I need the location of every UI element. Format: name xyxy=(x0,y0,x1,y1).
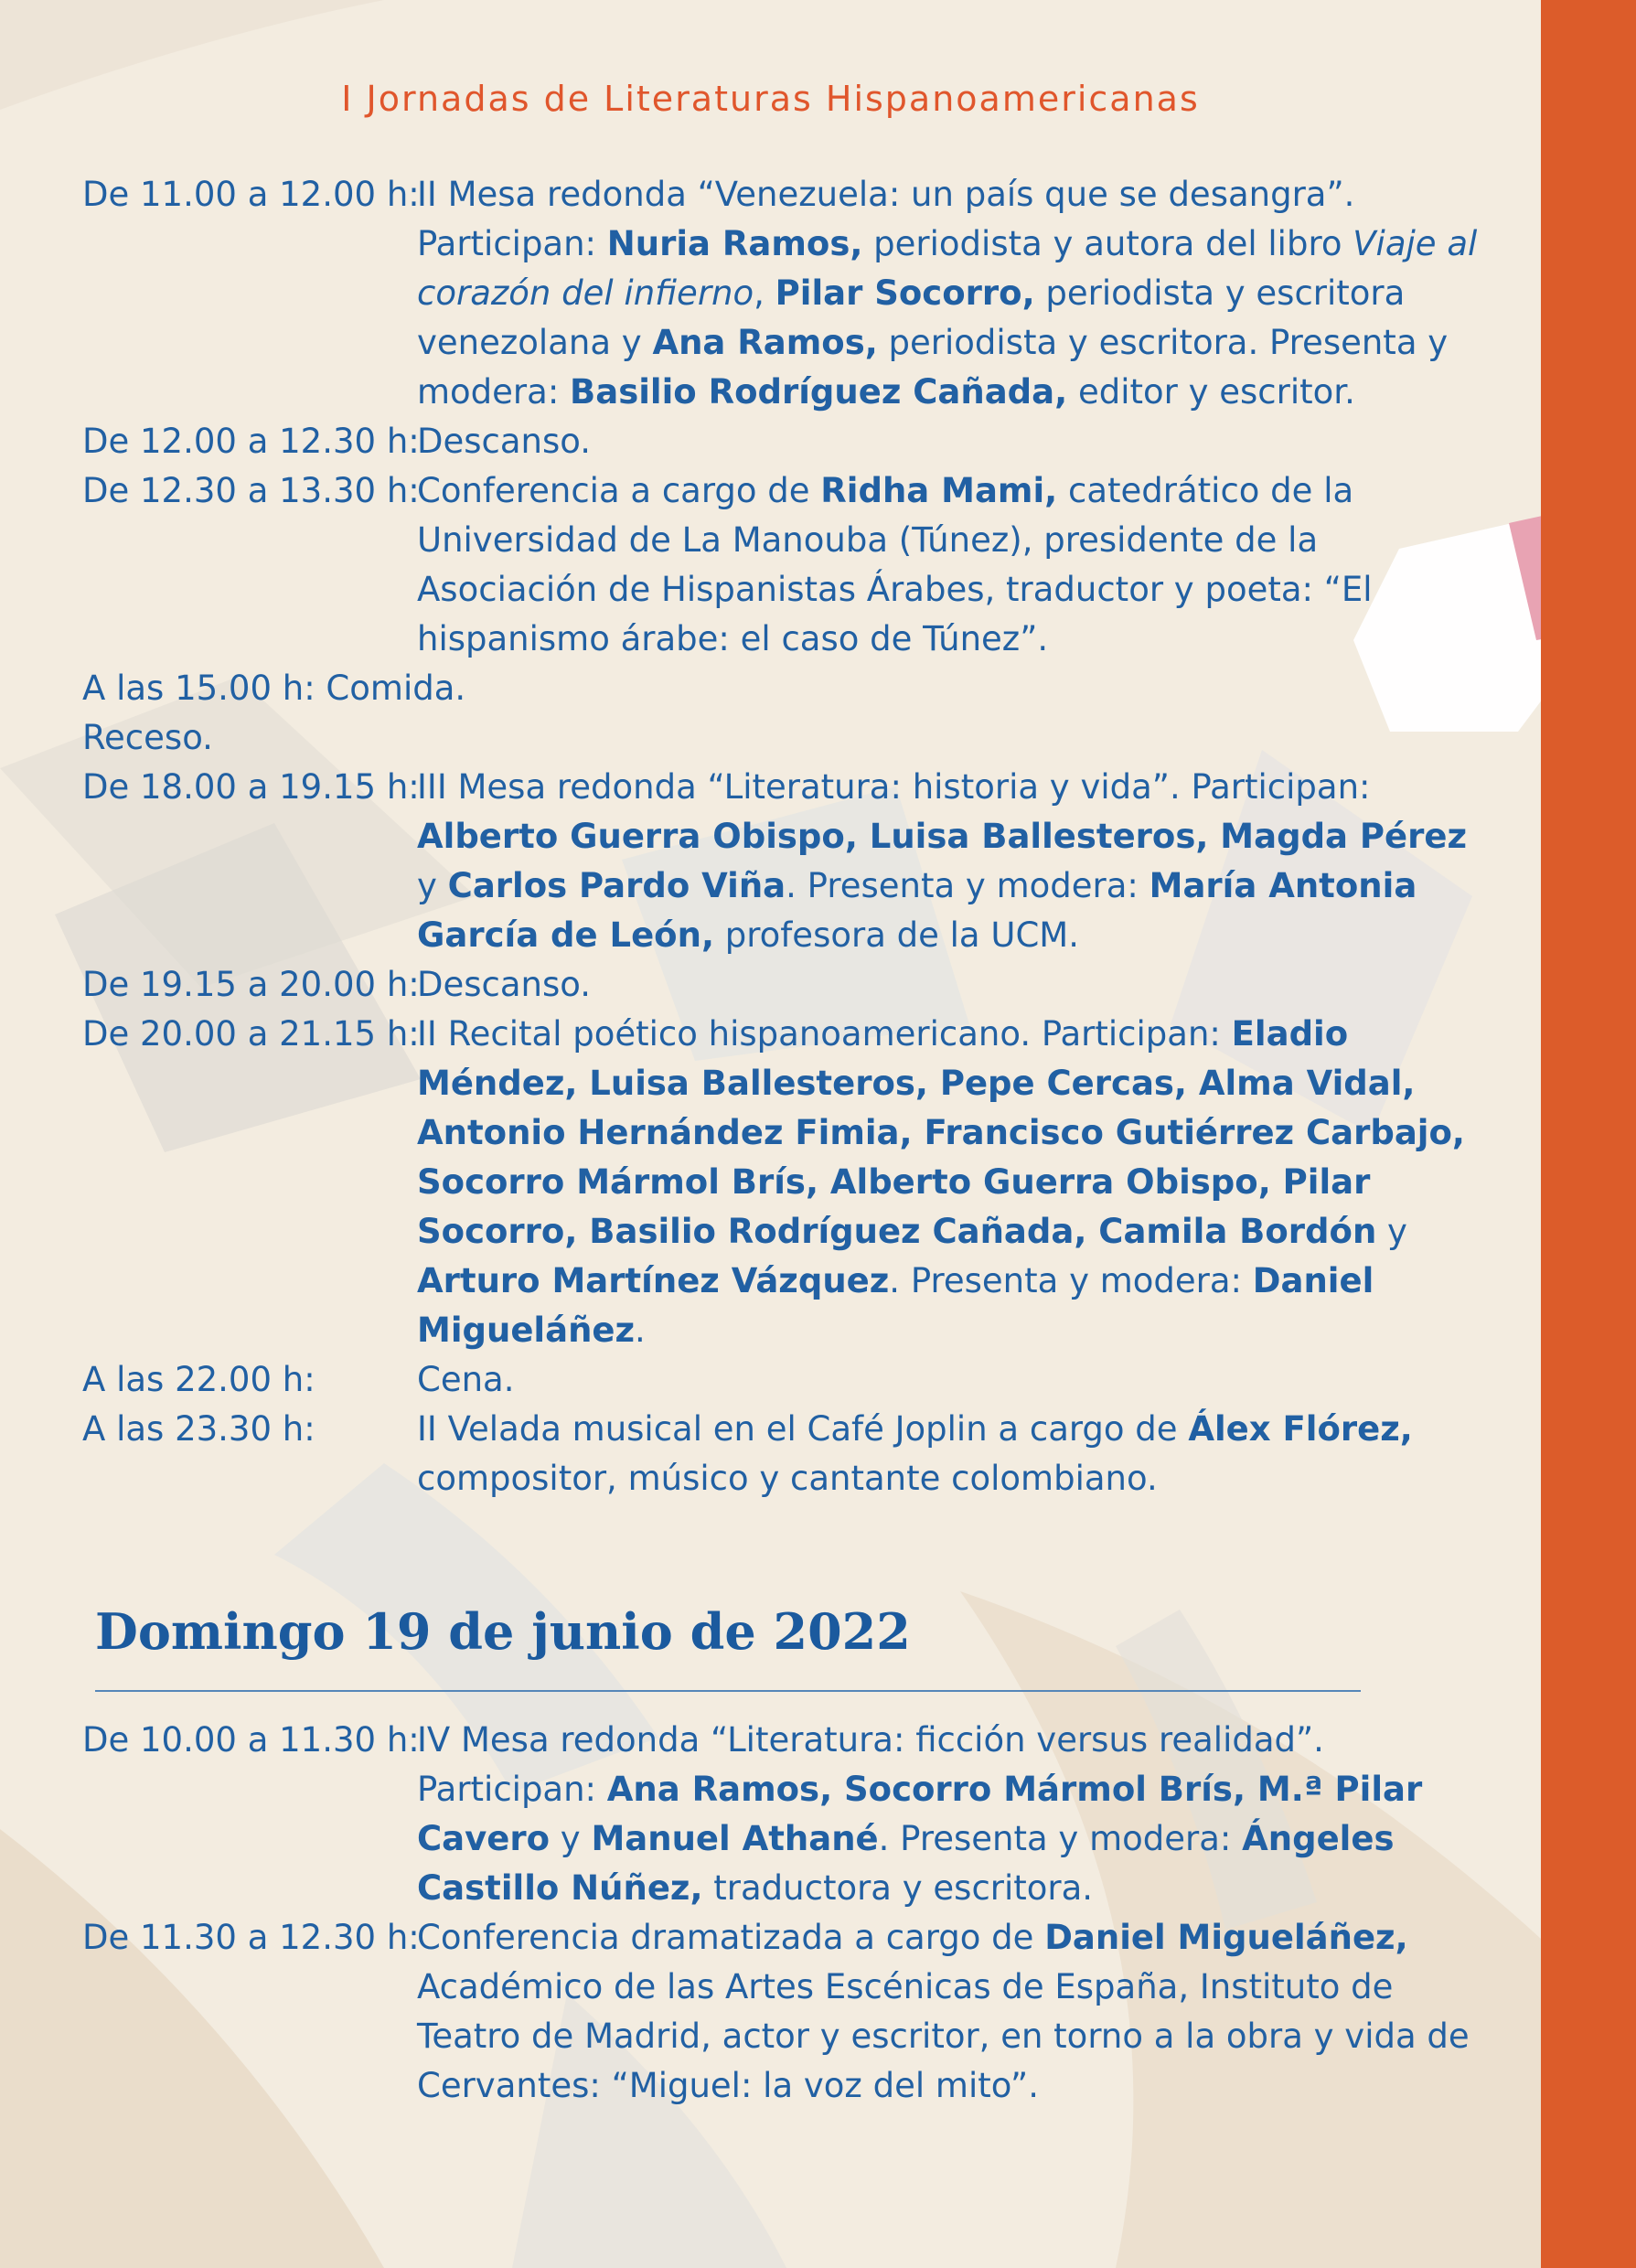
entry-text: . xyxy=(635,1311,646,1350)
entry-text: y xyxy=(417,866,448,905)
entry-text: A las 15.00 h: Comida. xyxy=(82,669,466,708)
schedule-entry xyxy=(82,960,1491,1010)
participant-name: Arturo Martínez Vázquez xyxy=(417,1261,890,1300)
heading-divider xyxy=(95,1690,1361,1692)
entry-text: periodista y escritora venezolana y xyxy=(417,273,1406,362)
entry-text: catedrático de la Universidad de La Manouba (Túnez), presidente de la Asociación de Hispanistas Árabes, traductor y poeta: “El hispanismo árabe: el caso de Túnez”. xyxy=(417,471,1373,658)
saturday-program xyxy=(82,170,1491,1503)
orange-side-stripe xyxy=(1541,0,1636,2268)
entry-text: . Presenta y modera: xyxy=(786,866,1149,905)
participant-name: Ana Ramos, xyxy=(652,323,878,362)
entry-text: , xyxy=(754,273,775,313)
entry-time: A las 23.30 h: xyxy=(82,1409,315,1449)
entry-time: De 19.15 a 20.00 h: xyxy=(82,965,420,1004)
entry-text: Conferencia a cargo de xyxy=(417,471,821,510)
entry-description xyxy=(417,175,1477,412)
entry-text: traductora y escritora. xyxy=(702,1868,1094,1908)
schedule-entry xyxy=(82,763,1491,960)
entry-time: A las 22.00 h: xyxy=(82,1360,315,1399)
entry-text: IV Mesa redonda “Literatura: ficción versus realidad”. Participan: xyxy=(417,1720,1324,1809)
entry-time: De 10.00 a 11.30 h: xyxy=(82,1720,420,1760)
participant-name: Eladio Méndez, Luisa Ballesteros, Pepe Cercas, Alma Vidal, Antonio Hernández Fimia, Francisco Gutiérrez Carbajo, Socorro Mármol Brís, Alberto Guerra Obispo, Pilar Socorro, Basilio Rodríguez Cañada, Camila Bordón xyxy=(417,1014,1465,1251)
entry-text: profesora de la UCM. xyxy=(714,915,1079,955)
entry-time: De 18.00 a 19.15 h: xyxy=(82,767,420,807)
entry-text: periodista y autora del libro xyxy=(862,224,1353,263)
participant-name: Pilar Socorro, xyxy=(775,273,1035,313)
entry-time: De 12.00 a 12.30 h: xyxy=(82,422,420,461)
entry-text: y xyxy=(1376,1212,1407,1251)
participant-name: Álex Flórez, xyxy=(1188,1409,1413,1449)
entry-text: y xyxy=(550,1819,592,1858)
entry-time: De 12.30 a 13.30 h: xyxy=(82,471,420,510)
entry-description xyxy=(417,965,591,1004)
entry-text: editor y escritor. xyxy=(1067,372,1355,412)
entry-description xyxy=(82,718,213,757)
schedule-entry xyxy=(82,713,1491,763)
schedule-entry xyxy=(82,1716,1491,1913)
schedule-entry xyxy=(82,466,1491,664)
book-title: Viaje al corazón del infierno xyxy=(417,224,1478,313)
participant-name: Basilio Rodríguez Cañada, xyxy=(570,372,1068,412)
entry-description xyxy=(417,1014,1465,1350)
entry-text: Descanso. xyxy=(417,422,592,461)
entry-text: periodista y escritora. Presenta y modera: xyxy=(417,323,1449,412)
entry-description xyxy=(417,767,1467,955)
entry-description xyxy=(417,1720,1422,1908)
entry-description xyxy=(417,1409,1413,1498)
schedule-entry xyxy=(82,1913,1491,2111)
entry-text: Cena. xyxy=(417,1360,515,1399)
entry-text: compositor, músico y cantante colombiano. xyxy=(417,1459,1158,1498)
entry-text: Conferencia dramatizada a cargo de xyxy=(417,1918,1045,1957)
entry-text: Receso. xyxy=(82,718,213,757)
participant-name: Nuria Ramos, xyxy=(606,224,863,263)
entry-description xyxy=(82,669,465,708)
entry-time: De 11.00 a 12.00 h: xyxy=(82,175,420,214)
entry-text: Descanso. xyxy=(417,965,592,1004)
entry-description xyxy=(417,1360,514,1399)
entry-text: II Mesa redonda “Venezuela: un país que se desangra”. Participan: xyxy=(417,175,1355,263)
schedule-entry xyxy=(82,170,1491,417)
schedule-entry xyxy=(82,1355,1491,1405)
entry-text: II Velada musical en el Café Joplin a cargo de xyxy=(417,1409,1189,1449)
entry-description xyxy=(417,422,591,461)
schedule-entry xyxy=(82,1010,1491,1355)
sunday-heading: Domingo 19 de junio de 2022 xyxy=(95,1602,911,1661)
entry-text: III Mesa redonda “Literatura: historia y vida”. Participan: xyxy=(417,767,1371,807)
entry-time: De 20.00 a 21.15 h: xyxy=(82,1014,420,1054)
participant-name: Manuel Athané xyxy=(591,1819,879,1858)
entry-time: De 11.30 a 12.30 h: xyxy=(82,1918,420,1957)
entry-description xyxy=(417,471,1373,658)
participant-name: Daniel Migueláñez, xyxy=(1044,1918,1408,1957)
participant-name: Alberto Guerra Obispo, Luisa Ballesteros, Magda Pérez xyxy=(417,817,1467,856)
entry-text: . Presenta y modera: xyxy=(878,1819,1243,1858)
schedule-entry xyxy=(82,417,1491,466)
participant-name: Carlos Pardo Viña xyxy=(447,866,786,905)
sunday-program xyxy=(82,1716,1491,2111)
participant-name: María Antonia García de León, xyxy=(417,866,1417,955)
participant-name: Ridha Mami, xyxy=(820,471,1058,510)
entry-text: . Presenta y modera: xyxy=(889,1261,1253,1300)
entry-description xyxy=(417,1918,1470,2105)
participant-name: Daniel Migueláñez xyxy=(417,1261,1374,1350)
schedule-entry xyxy=(82,664,1491,713)
entry-text: Académico de las Artes Escénicas de España, Instituto de Teatro de Madrid, actor y escritor, en torno a la obra y vida de Cervantes: “Miguel: la voz del mito”. xyxy=(417,1967,1470,2105)
schedule-entry xyxy=(82,1405,1491,1503)
participant-name: Ana Ramos, Socorro Mármol Brís, M.ª Pilar Cavero xyxy=(417,1770,1423,1858)
entry-text: II Recital poético hispanoamericano. Participan: xyxy=(417,1014,1232,1054)
participant-name: Ángeles Castillo Núñez, xyxy=(417,1819,1395,1908)
event-title: I Jornadas de Literaturas Hispanoamericanas xyxy=(341,79,1200,119)
